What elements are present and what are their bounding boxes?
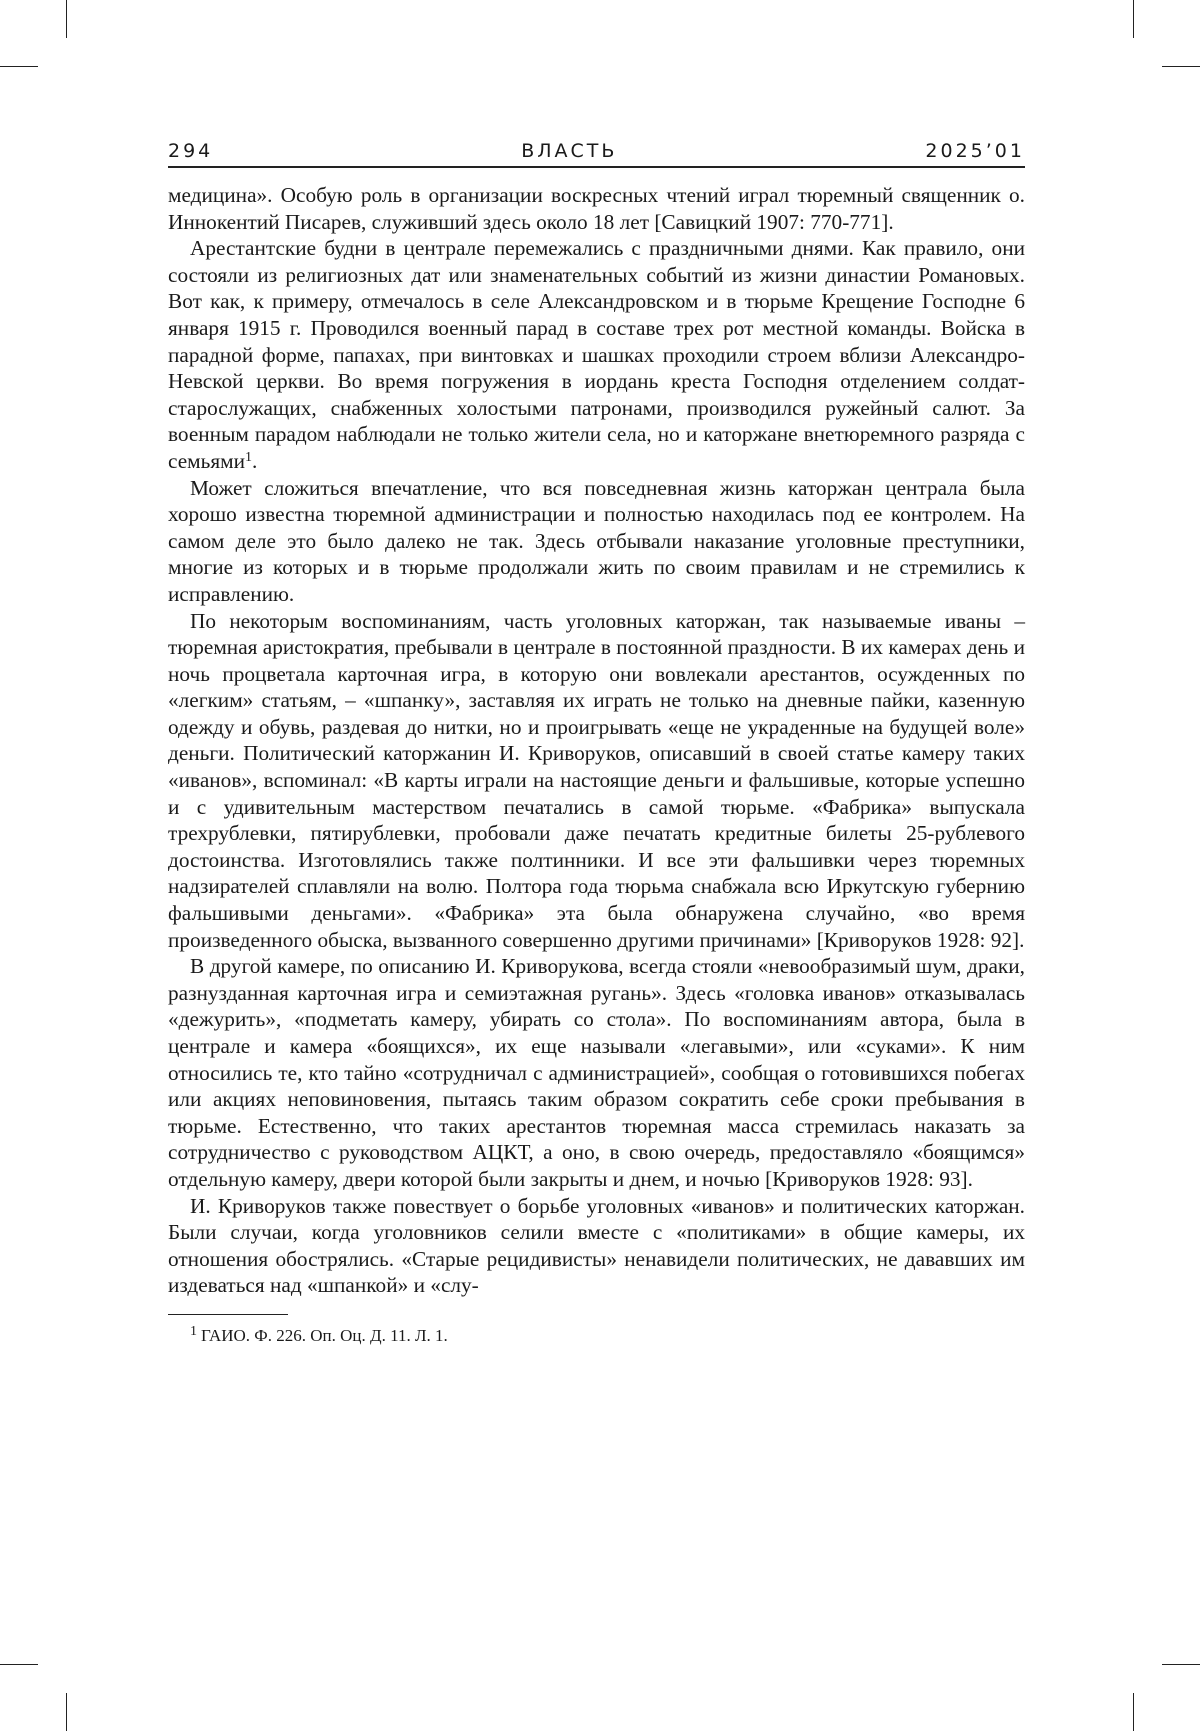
journal-title: ВЛАСТЬ — [521, 140, 617, 162]
document-page — [168, 140, 1025, 1347]
crop-mark — [66, 1693, 67, 1731]
crop-mark — [1133, 1693, 1134, 1731]
paragraph: Может сложиться впечатление, что вся повседневная жизнь каторжан централа была хорошо известна тюремной администрации и полностью находилась под ее контролем. На самом деле это было далеко не так. Здесь отбывали наказание уголовные преступники, многие из которых и в тюрьме продолжали жить по своим правилам и не стремились к исправлению. — [168, 475, 1025, 608]
footnote-marker: 1 — [190, 1324, 197, 1339]
paragraph: И. Криворуков также повествует о борьбе уголовных «иванов» и политических каторжан. Были случаи, когда уголовников селили вместе с «политиками» в общие камеры, их отношения обострялись. «Старые рецидивисты» ненавидели политических, не дававших им издеваться над «шпанкой» и «слу- — [168, 1193, 1025, 1299]
issue-number: 2025’01 — [925, 140, 1025, 162]
footnote-divider — [168, 1314, 288, 1315]
paragraph-text: Арестантские будни в централе перемежались с праздничными днями. Как правило, они состояли из религиозных дат или знаменательных событий из жизни династии Романовых. Вот как, к примеру, отмечалось в селе Александровском и в тюрьме Крещение Господне 6 января 1915 г. Проводился военный парад в составе трех рот местной команды. Войска в парадной форме, папахах, при винтовках и шашках проходили строем вблизи Александро-Невской церкви. Во время погружения в иордань креста Господня отделением солдат-старослужащих, снабженных холостыми патронами, производился ружейный салют. За военным парадом наблюдали не только жители села, но и каторжане внетюремного разряда с семьями — [168, 236, 1025, 473]
paragraph: медицина». Особую роль в организации воскресных чтений играл тюремный священник о. Иннокентий Писарев, служивший здесь около 18 лет [Савицкий 1907: 770-771]. — [168, 182, 1025, 235]
footnote-text: ГАИО. Ф. 226. Оп. Оц. Д. 11. Л. 1. — [201, 1326, 448, 1345]
footnote-reference[interactable]: 1 — [245, 450, 252, 465]
article-body — [168, 182, 1025, 1299]
paragraph — [168, 235, 1025, 474]
paragraph: В другой камере, по описанию И. Криворукова, всегда стояли «невообразимый шум, драки, разнузданная карточная игра и семиэтажная ругань». Здесь «головка иванов» отказывалась «дежурить», «подметать камеру, убирать со стола». По воспоминаниям автора, была в централе и камера «боящихся», их еще называли «легавыми», или «суками». К ним относились те, кто тайно «сотрудничал с администрацией», сообщая о готовившихся побегах или акциях неповиновения, пытаясь таким образом сократить себе сроки пребывания в тюрьме. Естественно, что таких арестантов тюремная масса стремилась наказать за сотрудничество с руководством АЦКТ, а оно, в свою очередь, предоставляло «боящимся» отдельную камеру, двери которой были закрыты и днем, и ночью [Криворуков 1928: 93]. — [168, 953, 1025, 1192]
crop-mark — [0, 1664, 38, 1665]
crop-mark — [66, 0, 67, 38]
crop-mark — [1162, 66, 1200, 67]
page-number: 294 — [168, 140, 213, 162]
footnote — [168, 1325, 1025, 1347]
paragraph-end: . — [252, 449, 257, 473]
crop-mark — [1133, 0, 1134, 38]
paragraph: По некоторым воспоминаниям, часть уголовных каторжан, так называемые иваны – тюремная аристократия, пребывали в централе в постоянной праздности. В их камерах день и ночь процветала карточная игра, в которую они вовлекали арестантов, осужденных по «легким» статьям, – «шпанку», заставляя их играть не только на дневные пайки, казенную одежду и обувь, раздевая до нитки, но и проигрывать «еще не украденные на будущей воле» деньги. Политический каторжанин И. Криворуков, описавший в своей статье камеру таких «иванов», вспоминал: «В карты играли на настоящие деньги и фальшивые, которые успешно и с удивительным мастерством печатались в самой тюрьме. «Фабрика» выпускала трехрублевки, пятирублевки, пробовали даже печатать кредитные билеты 25-рублевого достоинства. Изготовлялись также полтинники. И все эти фальшивки через тюремных надзирателей сплавляли на волю. Полтора года тюрьма снабжала всю Иркутскую губернию фальшивыми деньгами». «Фабрика» эта была обнаружена случайно, «во время произведенного обыска, вызванного совершенно другими причинами» [Криворуков 1928: 92]. — [168, 608, 1025, 954]
crop-mark — [0, 66, 38, 67]
crop-mark — [1162, 1664, 1200, 1665]
running-header — [168, 140, 1025, 168]
